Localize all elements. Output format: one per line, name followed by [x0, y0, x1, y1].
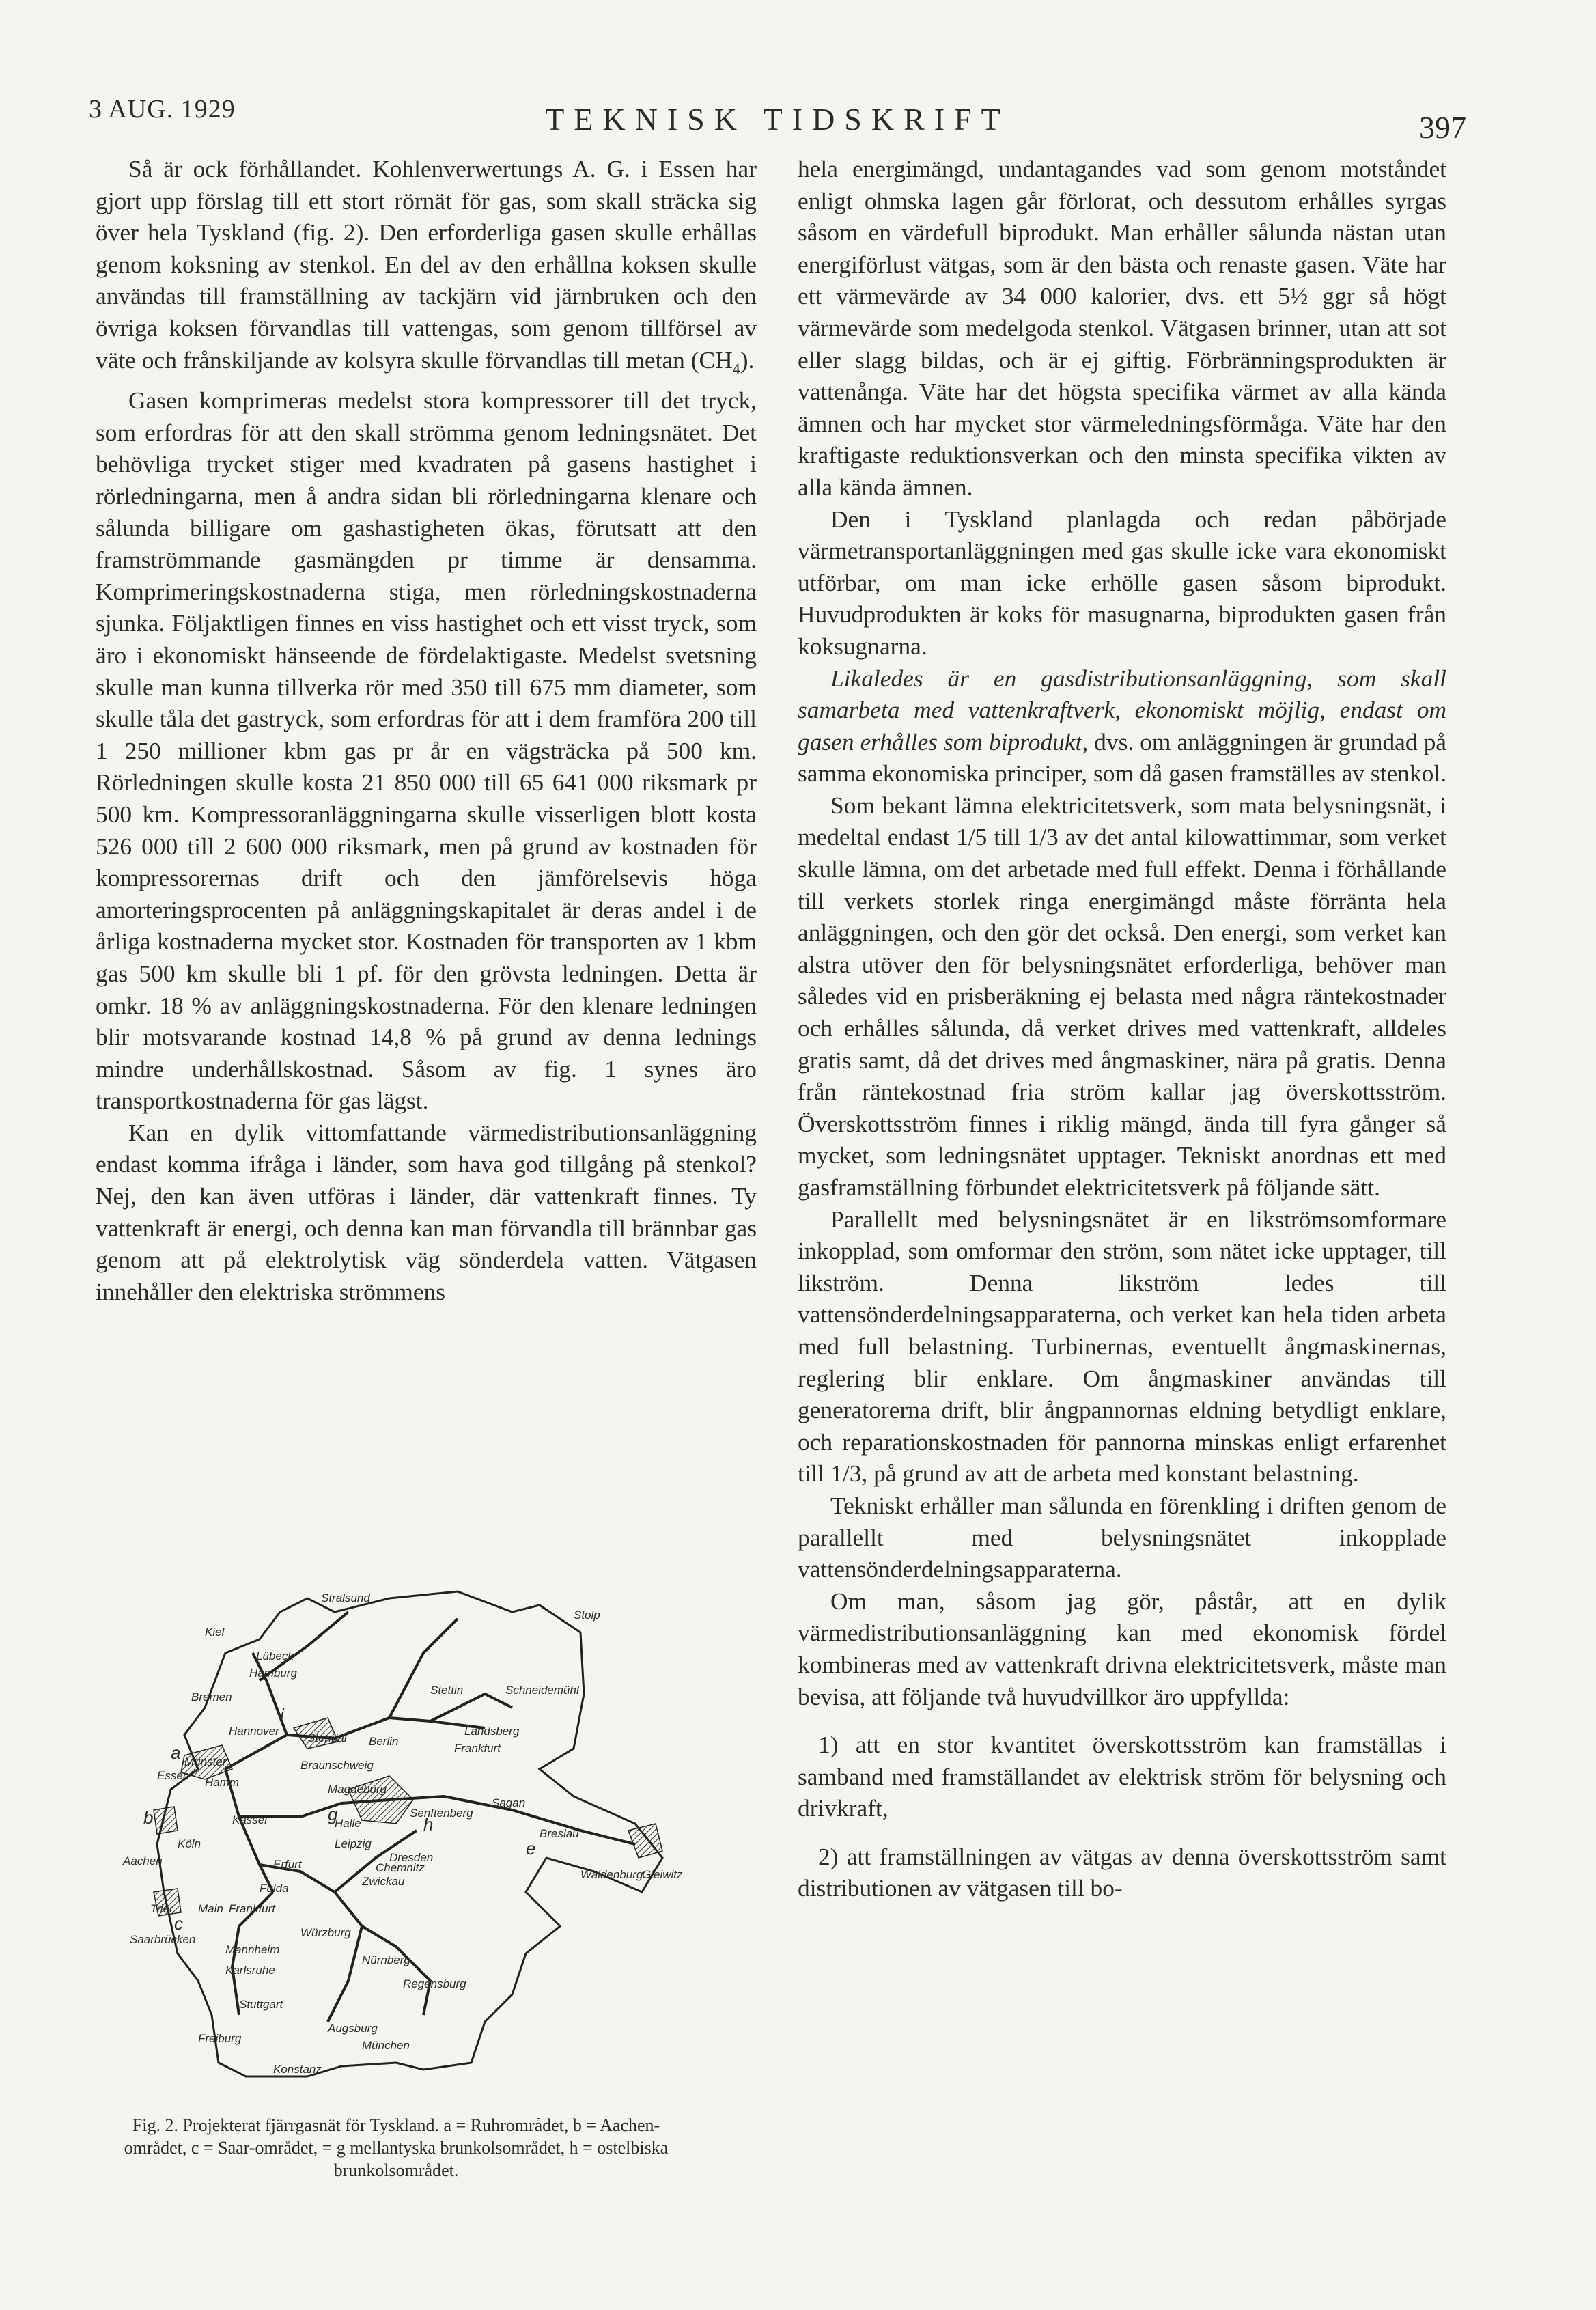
svg-text:a: a: [171, 1742, 181, 1763]
caption-fig-label: Fig. 2.: [132, 2115, 178, 2135]
left-column: [96, 153, 757, 1307]
svg-text:Bremen: Bremen: [191, 1690, 232, 1703]
right-column: [798, 153, 1446, 1904]
svg-text:g: g: [328, 1804, 338, 1824]
svg-text:c: c: [174, 1913, 183, 1934]
paragraph: Gasen komprimeras medelst stora kompressorer till det tryck, som erfordras för att den skall strömma genom ledningsnätet. Det behövliga trycket stiger med kvadraten på gasens hastighet i rörledningarna, men å andra sidan bli rörledningarna klenare och sålunda billigare om gashastigheten ökas, förutsatt att den framströmmande gasmängden pr timme är densamma. Komprimeringskostnaderna stiga, men rörledningskostnaderna sjunka. Följaktligen finnes en viss hastighet och ett visst tryck, som äro i ekonomiskt hänseende de fördelaktigaste. Medelst svetsning skulle man kunna tillverka rör med 350 till 675 mm diameter, som skulle tåla det gastryck, som erfordras för att i dem framföra 200 till 1 250 millioner kbm gas pr år en vägsträcka på 500 km. Rörledningen skulle kosta 21 850 000 till 65 641 000 riksmark pr 500 km. Kompressoranläggningarna skulle visserligen blott kosta 526 000 till 2 600 000 riksmark, men på grund av kostnaden för kompressorernas drift och den jämförelsevis höga amorteringsprocenten på anläggningskapitalet är deras andel i de årliga kostnaderna mycket stor. Kostnaden för transporten av 1 kbm gas 500 km skulle bli 1 pf. för den grövsta ledningen. Detta är omkr. 18 % av anläggningskostnaderna. För den klenare ledningen blir motsvarande kostnad 14,8 % på grund av denna lednings mindre underhållskostnad. Såsom av fig. 1 synes äro transportkostnaderna för gas lägst.: [96, 387, 757, 1115]
page-header: [89, 87, 1466, 145]
svg-text:Gleiwitz: Gleiwitz: [642, 1868, 683, 1881]
svg-text:Aachen: Aachen: [123, 1854, 163, 1867]
svg-text:Kassel: Kassel: [232, 1813, 268, 1826]
svg-text:i: i: [280, 1705, 284, 1725]
figure-caption: [102, 2114, 690, 2182]
list-item: 1) att en stor kvantitet överskottsström kan framställas i samband med framställandet av elektrisk ström för belysning och drivkraft,: [798, 1731, 1446, 1822]
paragraph: hela energimängd, undantagandes vad som genom motståndet enligt ohmska lagen går förlorat, och dessutom erhålles syrgas såsom en värdefull biprodukt. Man erhåller sålunda nästan utan energiförlust vätgas, som är den bästa och renaste gasen. Väte har ett värmevärde av 34 000 kalorier, dvs. ett 5½ ggr så högt värmevärde som medelgoda stenkol. Vätgasen brinner, utan att sot eller slagg bildas, och är ej giftig. Förbränningsprodukten är vattenånga. Väte har det högsta specifika värmet av alla kända ämnen och har mycket stor värmeledningsförmåga. Väte har den kraftigaste reduktionsverkan och den minsta specifika vikten av alla kända ämnen.: [798, 155, 1446, 501]
svg-text:Main: Main: [198, 1902, 223, 1915]
svg-text:Landsberg: Landsberg: [464, 1725, 520, 1738]
paragraph: Så är ock förhållandet. Kohlenverwertungs A. G. i Essen har gjort upp förslag till ett stort rörnät för gas, som skall sträcka sig över hela Tyskland (fig. 2). Den erforderliga gasen skulle erhållas genom koksning av stenkol. En del av den erhållna koksen skulle användas till framställning av tackjärn vid järnbruken och den övriga koksen förvandlas till vattengas, som genom tillförsel av väte och frånskiljande av kolsyra skulle förvandlas till metan $(CH_4)$.: [96, 155, 757, 377]
svg-text:Stendal: Stendal: [307, 1731, 347, 1744]
svg-text:Halle: Halle: [335, 1817, 361, 1830]
paragraph: Parallellt med belysningsnätet är en likströmsomformare inkopplad, som omformar den ström, som nätet icke upptager, till likström. Denna likström ledes till vattensönderdelningsapparaterna, och verket kan hela tiden arbeta med full belastning. Turbinernas, eventuellt ångmaskinernas, reglering blir enklare. Om ångmaskiner användas till generatorerna drift, blir ångpannornas eldning betydligt enklare, och reparationskostnaden för pannorna minskas enligt erfarenhet till 1/3, på grund av att de arbeta med konstant belastning.: [798, 1205, 1446, 1488]
svg-text:Sagan: Sagan: [492, 1796, 526, 1809]
paragraph: Om man, såsom jag gör, påstår, att en dylik värmedistributionsanläggning kan med ekonomisk fördel kombineras med av vattenkraft drivna elektricitetsverk, måste man bevisa, att följande två huvudvillkor äro uppfyllda:: [798, 1587, 1446, 1710]
svg-text:Braunschweig: Braunschweig: [300, 1759, 374, 1772]
caption-text: Projekterat fjärrgasnät för Tyskland. a = Ruhrområdet, b = Aachen-området, c = Saar-området, = g mellantyska brunkolsområdet, h = ostelbiska brunkolsområdet.: [124, 2115, 669, 2180]
svg-text:Regensburg: Regensburg: [403, 1977, 466, 1990]
svg-text:Fulda: Fulda: [260, 1882, 289, 1895]
svg-text:h: h: [423, 1814, 434, 1835]
paragraph: Kan en dylik vittomfattande värmedistributionsanläggning endast komma ifråga i länder, som hava god tillgång på stenkol? Nej, den kan även utföras i länder, där vattenkraft finnes. Ty vattenkraft är energi, och denna kan man förvandla till brännbar gas genom att på elektrolytisk väg sönderdela vatten. Vätgasen innehåller den elektriska strömmens: [96, 1118, 757, 1305]
svg-text:Hamm: Hamm: [205, 1776, 240, 1789]
svg-text:Magdeburg: Magdeburg: [328, 1783, 387, 1796]
svg-text:Karlsruhe: Karlsruhe: [225, 1964, 275, 1977]
svg-text:Köln: Köln: [178, 1837, 201, 1850]
svg-text:Kiel: Kiel: [205, 1626, 225, 1639]
svg-text:Trier: Trier: [150, 1902, 173, 1915]
svg-text:Schneidemühl: Schneidemühl: [505, 1684, 579, 1697]
paragraph: Som bekant lämna elektricitetsverk, som mata belysningsnät, i medeltal endast 1/5 till 1/3 av det antal kilowattimmar, som verket skulle lämna, om det arbetade med full effekt. Denna i förhållande till verkets storlek ringa energimängd måste förränta hela anläggningen, och den gör det också. Den energi, som verket kan alstra utöver den för belysningsnätet erforderliga, behöver man således vid en prisberäkning ej belasta med några räntekostnader och erhålles sålunda, då verket drives med vattenkraft, alldeles gratis samt, då det drives med ångmaskiner, nära på gratis. Denna från räntekostnad fria ström kallar jag överskottsström. Överskottsström finnes i riklig mängd, ända till fyra gånger så mycket, som ledningsnätet upptager. Tekniskt anordnas ett med gasframställning förbundet elektricitetsverk på följande sätt.: [798, 791, 1446, 1201]
paragraph: Den i Tyskland planlagda och redan påbörjade värmetransportanläggningen med gas skulle icke vara ekonomiskt utförbar, om man icke erhölle gasen såsom biprodukt. Huvudprodukten är koks för masugnarna, biprodukten gasen från koksugnarna.: [798, 505, 1446, 660]
issue-date: 3 AUG. 1929: [89, 95, 236, 124]
svg-text:Essen: Essen: [157, 1769, 190, 1782]
svg-text:Frankfurt: Frankfurt: [229, 1902, 276, 1915]
germany-gas-network-map: [102, 1571, 751, 2107]
journal-title: TEKNISK TIDSKRIFT: [545, 102, 1010, 137]
svg-text:Lübeck: Lübeck: [256, 1650, 294, 1662]
svg-text:Berlin: Berlin: [369, 1735, 399, 1748]
svg-text:Waldenburg: Waldenburg: [580, 1868, 643, 1881]
list-item: 2) att framställningen av vätgas av denna överskottsström samt distributionen av vätgasen till bo-: [798, 1842, 1446, 1902]
svg-text:Mannheim: Mannheim: [225, 1943, 280, 1956]
svg-text:Stralsund: Stralsund: [321, 1591, 370, 1604]
svg-text:Freiburg: Freiburg: [198, 2032, 242, 2045]
svg-text:Saarbrücken: Saarbrücken: [130, 1933, 196, 1946]
svg-text:Konstanz: Konstanz: [273, 2063, 322, 2076]
svg-text:Würzburg: Würzburg: [300, 1926, 351, 1939]
svg-text:Münster: Münster: [184, 1755, 227, 1768]
svg-text:Hamburg: Hamburg: [249, 1667, 297, 1680]
svg-text:Breslau: Breslau: [540, 1827, 579, 1840]
svg-text:Hannover: Hannover: [229, 1725, 279, 1738]
svg-text:Chemnitz: Chemnitz: [376, 1861, 425, 1874]
paragraph: Likaledes är en gasdistributionsanläggning, som skall samarbeta med vattenkraftverk, ekonomiskt möjlig, endast om gasen erhålles som biprodukt, dvs. om anläggningen är grundad på samma ekonomiska principer, som då gasen framställes av stenkol.: [798, 664, 1447, 788]
svg-text:b: b: [143, 1807, 154, 1828]
svg-text:Leipzig: Leipzig: [335, 1837, 372, 1850]
svg-text:Dresden: Dresden: [389, 1851, 434, 1864]
svg-text:München: München: [362, 2039, 410, 2052]
svg-text:Augsburg: Augsburg: [328, 2022, 378, 2035]
svg-text:Stettin: Stettin: [430, 1684, 464, 1697]
svg-text:Senftenberg: Senftenberg: [410, 1807, 473, 1820]
svg-text:Stolp: Stolp: [574, 1609, 600, 1622]
map-figure: [102, 1571, 751, 2107]
svg-text:Stuttgart: Stuttgart: [239, 1998, 283, 2011]
svg-text:e: e: [526, 1838, 536, 1859]
svg-text:Erfurt: Erfurt: [273, 1858, 302, 1871]
svg-text:Frankfurt: Frankfurt: [454, 1742, 501, 1755]
svg-text:Nürnberg: Nürnberg: [362, 1953, 410, 1966]
paragraph: Tekniskt erhåller man sålunda en förenkling i driften genom de parallellt med belysningsnätet inkopplade vattensönderdelningsapparaterna.: [798, 1491, 1446, 1583]
svg-text:Zwickau: Zwickau: [362, 1875, 405, 1888]
region-upper-silesia: [628, 1824, 662, 1858]
region-aachen: [154, 1807, 178, 1834]
page-number: 397: [1419, 110, 1466, 145]
